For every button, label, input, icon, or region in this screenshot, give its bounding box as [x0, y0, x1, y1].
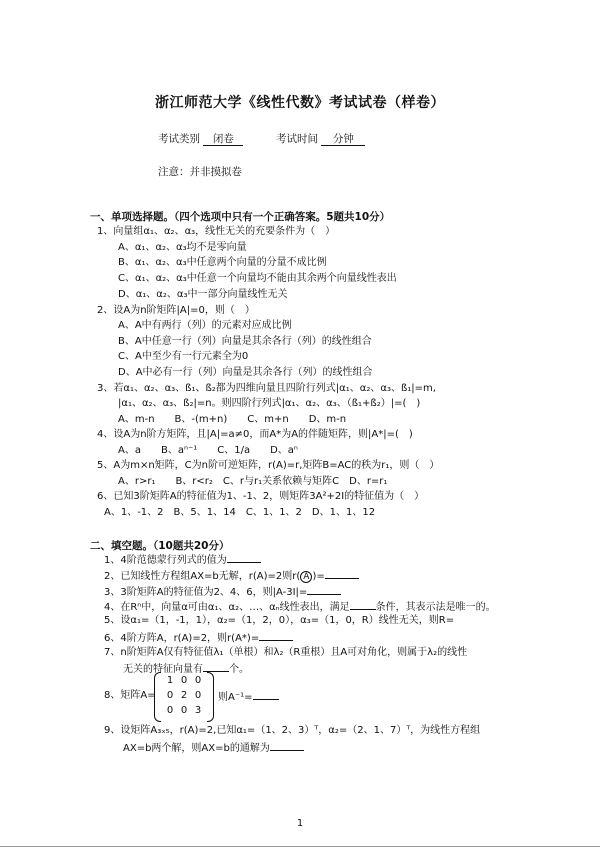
- question-4-options: A、a B、aⁿ⁻¹ C、1/a D、aⁿ: [118, 445, 298, 456]
- question-1: 1、向量组α₁、α₂、α₃，线性无关的充要条件为（ ）: [97, 226, 336, 237]
- question-1-option-d: D、α₁、α₂、α₃中一部分向量线性无关: [118, 289, 288, 300]
- fill-2-post: )=: [312, 571, 325, 582]
- answer-blank: [350, 600, 376, 610]
- fill-8-label: 8、矩阵A=: [104, 690, 156, 701]
- matrix-right-bracket: [207, 672, 214, 722]
- answer-blank: [203, 662, 229, 672]
- fill-7-cont-text: 无关的特征向量有: [123, 664, 203, 675]
- question-2-option-c: C、A中至少有一行元素全为0: [118, 351, 249, 362]
- answer-blank: [307, 585, 341, 595]
- fill-6-text: 6、4阶方阵A，r(A)=2，则r(A*)=: [104, 633, 260, 644]
- question-2: 2、设A为n阶矩阵|A|=0，则（ ）: [97, 305, 255, 316]
- exam-time-value: 分钟: [321, 133, 365, 146]
- page-title: 浙江师范大学《线性代数》考试试卷（样卷）: [155, 95, 445, 111]
- question-4: 4、设A为n阶方矩阵，且|A|=a≠0，而A*为A的伴随矩阵，则|A*|=( ): [97, 429, 413, 440]
- matrix-cell: 0: [180, 705, 188, 716]
- question-3-continued: |α₁、α₂、α₃、ß₂|=n。则四阶行列式|α₁、α₂、α₃、（ß₁+ß₂）|=( ): [118, 398, 421, 409]
- section-1-heading: 一、单项选择题。（四个选项中只有一个正确答案。5题共10分）: [90, 211, 391, 223]
- fill-4: [104, 600, 496, 614]
- question-3: 3、若α₁、α₂、α₃、ß₁、ß₂都为四维向量且四阶行列式|α₁、α₂、α₃、ß₁|=m,: [97, 383, 436, 394]
- exam-type: [158, 131, 243, 146]
- fill-8-post: 则A⁻¹=: [218, 692, 253, 703]
- answer-blank: [325, 569, 359, 579]
- augmented-matrix-symbol: A: [300, 571, 312, 583]
- question-3-options: A、m-n B、-(m+n) C、m+n D、m-n: [118, 414, 347, 425]
- fill-4-text: 4、在Rⁿ中，向量α可由α₁、α₂、…、αₙ线性表出，满足: [104, 602, 350, 613]
- answer-blank: [270, 741, 304, 751]
- fill-3: [104, 585, 341, 599]
- question-1-option-c: C、α₁、α₂、α₃中任意一个向量均不能由其余两个向量线性表出: [118, 273, 397, 284]
- exam-note: 注意：并非摸拟卷: [158, 166, 242, 178]
- exam-type-label: 考试类别: [158, 133, 200, 145]
- fill-1: [104, 553, 261, 567]
- exam-type-value: 闭卷: [203, 133, 243, 146]
- fill-5: 5、设α₁=（1，-1，1），α₂=（1，2，0），α₃=（1，0，R）线性无关，则R=: [104, 615, 455, 626]
- matrix-a: [154, 672, 214, 720]
- matrix-cell: 0: [166, 705, 174, 716]
- question-5-options: A、r>r₁ B、r<r₂ C、r与r₁关系依赖与矩阵C D、r=r₁: [118, 476, 388, 487]
- fill-4-post: 条件，其表示法是唯一的。: [375, 602, 496, 613]
- page-bottom-border: [0, 846, 600, 847]
- section-2-heading: 二、填空题。（10题共20分）: [90, 540, 230, 552]
- question-2-option-d: D、A中必有一行（列）向量是其余各行（列）的线性组合: [118, 367, 373, 378]
- matrix-cell: 0: [166, 690, 174, 701]
- page-number: 1: [296, 818, 304, 829]
- matrix-cell: 1: [166, 675, 174, 686]
- question-6-options: A、1、-1、2 B、5、1、14 C、1、1、2 D、1、1、12: [104, 507, 376, 518]
- fill-9: 9、设矩阵A₃ₓ₅，r(A)=2,已知α₁=（1、2、3）ᵀ，α₂=（2、1、7）ᵀ，为线性方程组: [104, 725, 481, 736]
- answer-blank: [259, 631, 293, 641]
- matrix-cell: 3: [194, 705, 202, 716]
- fill-9-continued: [123, 741, 304, 755]
- matrix-left-bracket: [154, 672, 161, 722]
- question-6: 6、已知3阶矩阵A的特征值为1、-1、2，则矩阵3A²+2I的特征值为（ ）: [97, 491, 425, 502]
- fill-3-text: 3、3阶矩阵A的特征值为2、4、6，则|A-3I|=: [104, 587, 308, 598]
- fill-1-text: 1、4阶范德蒙行列式的值为: [104, 555, 227, 566]
- exam-time: [276, 131, 365, 146]
- question-2-option-b: B、A中任意一行（列）向量是其余各行（列）的线性组合: [118, 336, 372, 347]
- fill-2-text: 2、已知线性方程组AX=b无解，r(A)=2则r(: [104, 571, 301, 582]
- question-5: 5、A为m×n矩阵，C为n阶可逆矩阵，r(A)=r,矩阵B=AC的秩为r₁，则（ ）: [97, 460, 440, 471]
- fill-6: [104, 631, 293, 645]
- matrix-cell: 0: [194, 675, 202, 686]
- matrix-cell: 2: [180, 690, 188, 701]
- question-2-option-a: A、A中有两行（列）的元素对应成比例: [118, 320, 292, 331]
- exam-time-label: 考试时间: [276, 133, 318, 145]
- fill-9-cont-text: AX=b两个解，则AX=b的通解为: [123, 743, 270, 754]
- answer-blank: [227, 553, 261, 563]
- matrix-cell: 0: [194, 690, 202, 701]
- matrix-cell: 0: [180, 675, 188, 686]
- fill-7: 7、n阶矩阵A仅有特征值λ₁（单根）和λ₂（R重根）且A可对角化，则属于λ₂的线性: [104, 647, 468, 658]
- question-1-option-b: B、α₁、α₂、α₃中任意两个向量的分量不成比例: [118, 257, 327, 268]
- fill-8-result: [218, 690, 279, 704]
- question-1-option-a: A、α₁、α₂、α₃均不是零向量: [118, 242, 247, 253]
- answer-blank: [253, 690, 279, 700]
- fill-2: [104, 569, 359, 583]
- fill-7-end: 个。: [229, 664, 249, 675]
